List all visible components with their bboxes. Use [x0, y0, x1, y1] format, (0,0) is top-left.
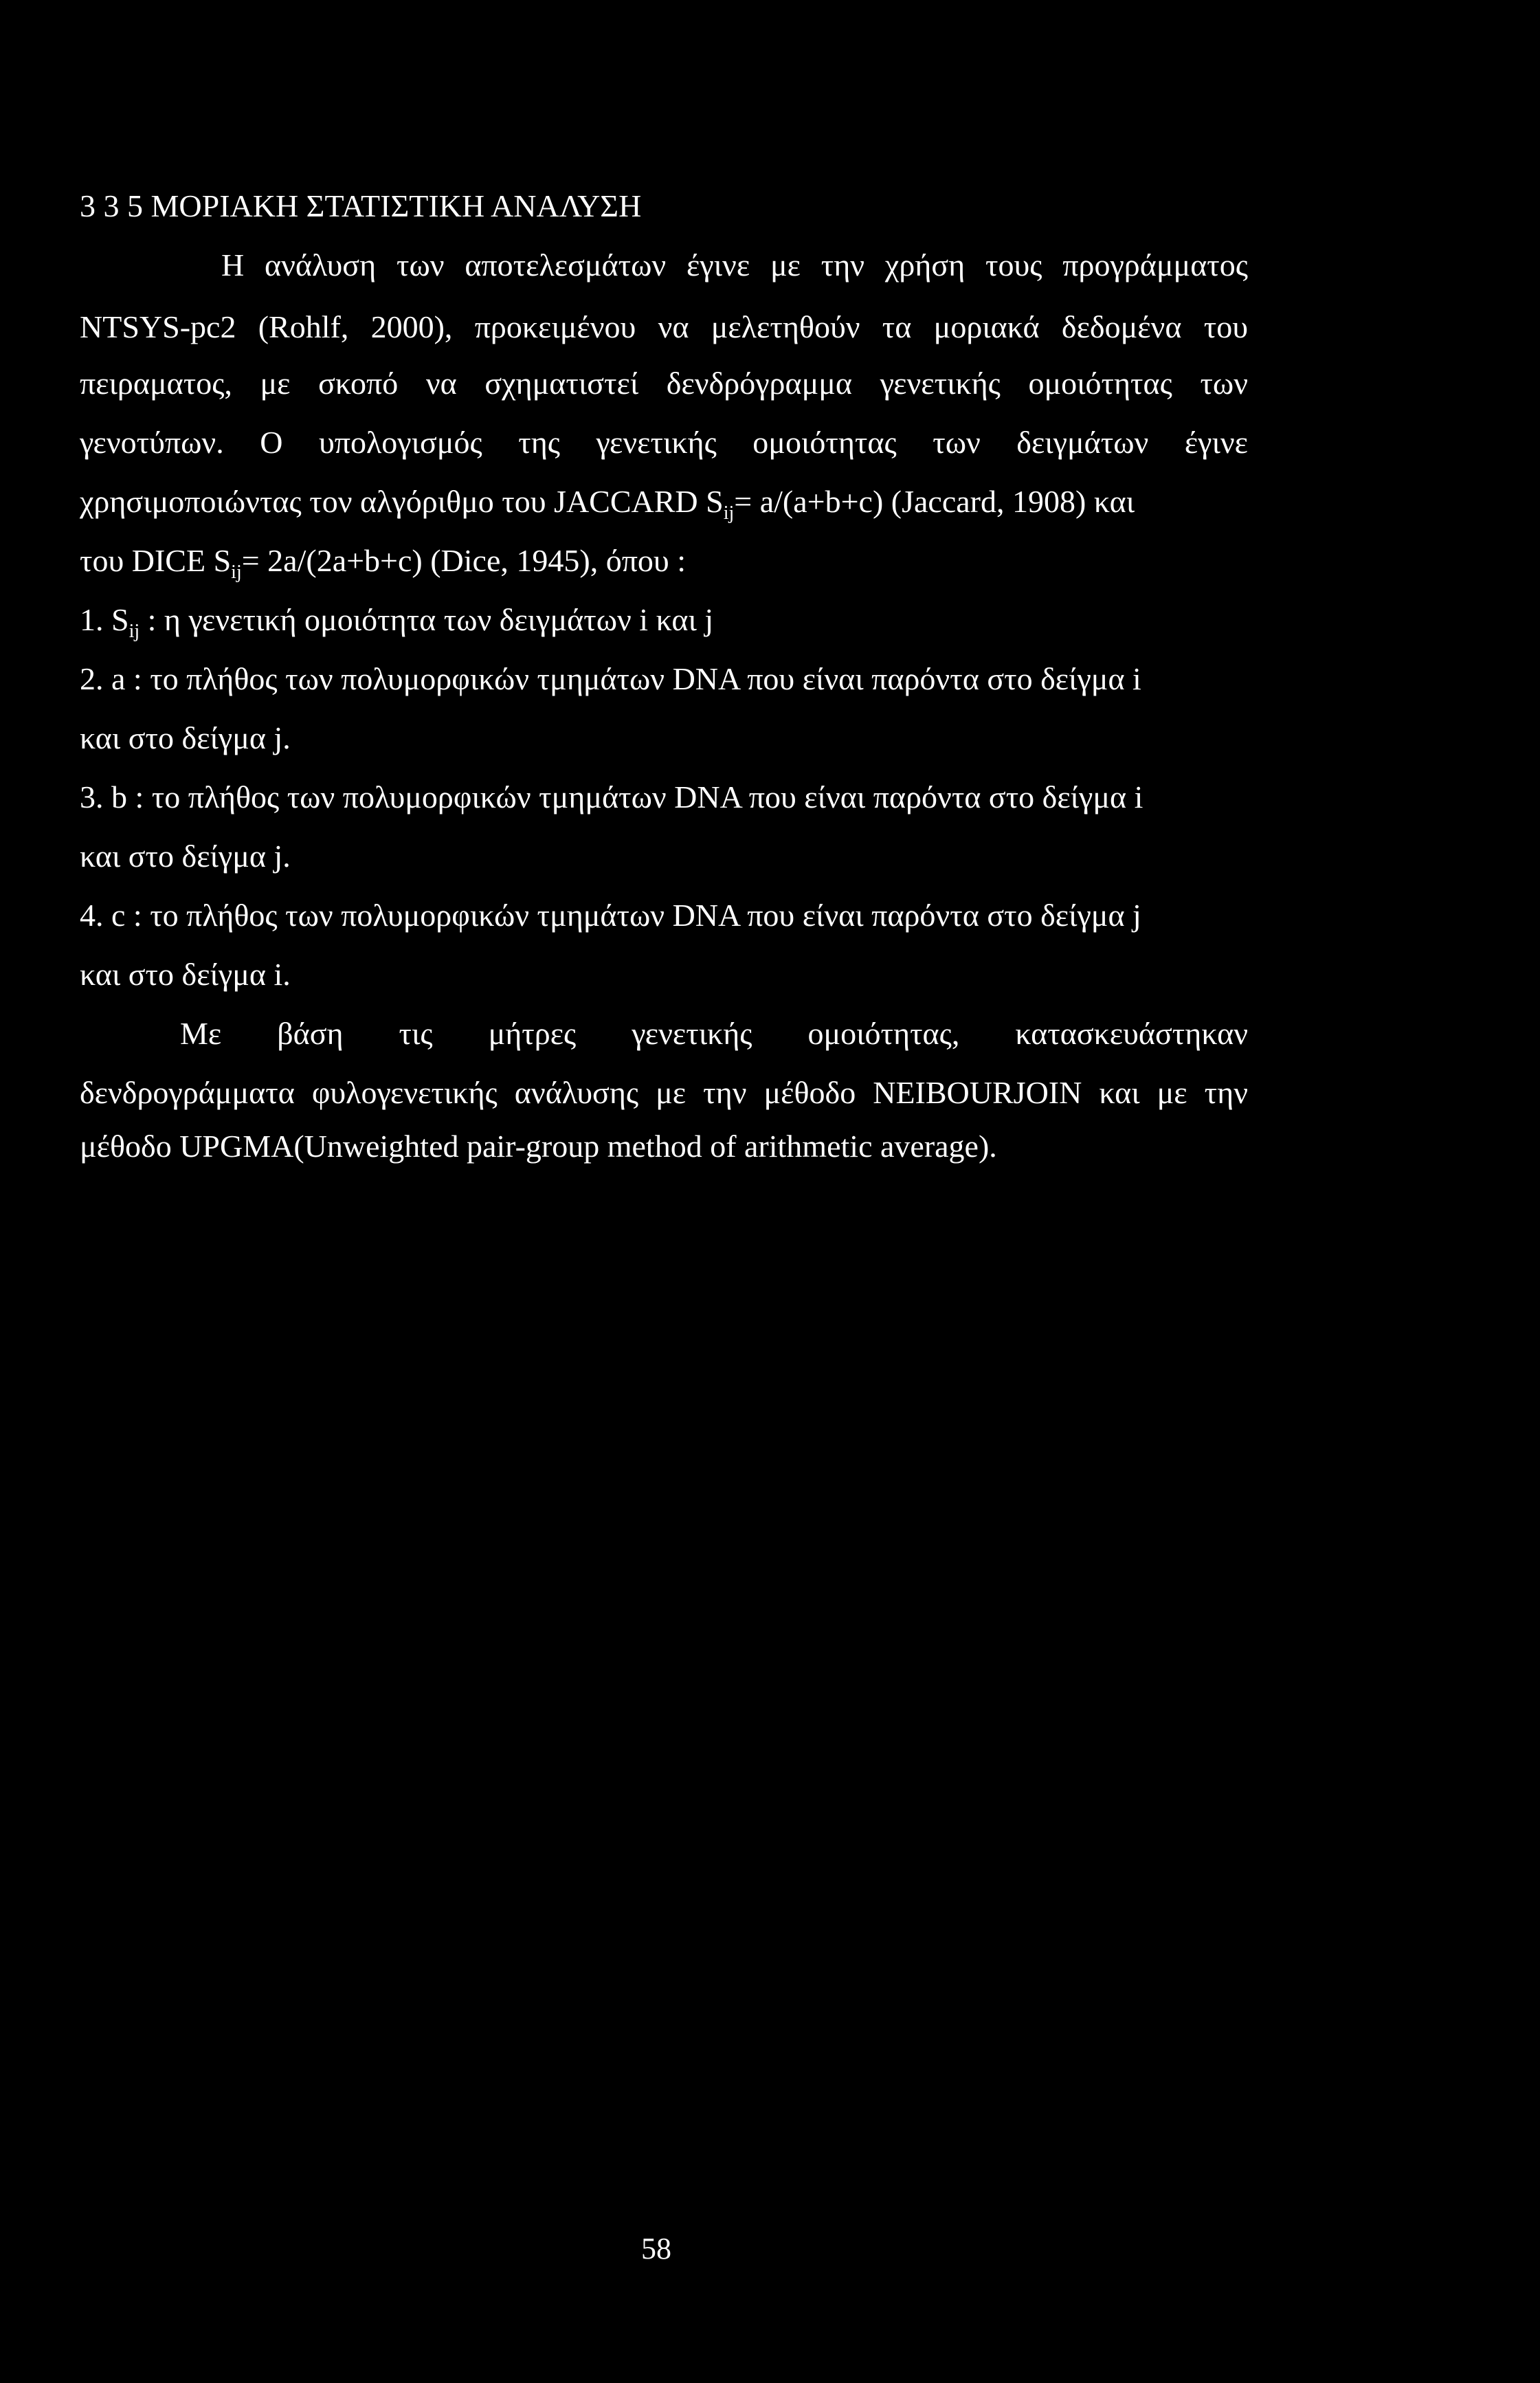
item-1-text: : η γενετική ομοιότητα των δειγμάτων i και j [140, 602, 714, 637]
definition-item-2-line-2: και στο δείγμα j. [80, 720, 291, 755]
jaccard-text: χρησιμοποιώντας τον αλγόριθμο του JACCARD S [80, 484, 724, 519]
item-1-subscript: ij [129, 621, 140, 642]
dice-formula: = 2a/(2a+b+c) (Dice, 1945), όπου : [241, 543, 686, 578]
paragraph-1-line-4: γενοτύπων. Ο υπολογισμός της γενετικής ομοιότητας των δειγμάτων έγινε [80, 425, 1248, 460]
paragraph-1-line-5 [80, 483, 1248, 524]
definition-item-1 [80, 601, 1248, 642]
paragraph-2-line-1: Με βάση τις μήτρες γενετικής ομοιότητας, κατασκευάστηκαν [180, 1016, 1248, 1051]
dice-text: του DICE S [80, 543, 232, 578]
definition-item-3-line-2: και στο δείγμα j. [80, 839, 291, 874]
dice-subscript: ij [231, 562, 242, 583]
jaccard-formula: = a/(a+b+c) (Jaccard, 1908) και [734, 484, 1135, 519]
paragraph-2-line-2: δενδρογράμματα φυλογενετικής ανάλυσης με την μέθοδο NEIBOURJOIN και με την [80, 1075, 1248, 1110]
paragraph-1-line-6 [80, 542, 1248, 583]
definition-item-4-line-2: και στο δείγμα i. [80, 957, 291, 992]
section-heading: 3 3 5 ΜΟΡΙΑΚΗ ΣΤΑΤΙΣΤΙΚΗ ΑΝΑΛΥΣΗ [80, 188, 642, 223]
paragraph-2-line-3: μέθοδο UPGMA(Unweighted pair-group method of arithmetic average). [80, 1129, 997, 1164]
item-1-prefix: 1. S [80, 602, 129, 637]
page-number: 58 [641, 2232, 671, 2265]
definition-item-4-line-1: 4. c : το πλήθος των πολυμορφικών τμημάτων DNA που είναι παρόντα στο δείγμα j [80, 898, 1141, 933]
paragraph-1-line-3: πειραματος, με σκοπό να σχηματιστεί δενδρόγραμμα γενετικής ομοιότητας των [80, 366, 1248, 401]
definition-item-2-line-1: 2. a : το πλήθος των πολυμορφικών τμημάτων DNA που είναι παρόντα στο δείγμα i [80, 661, 1141, 696]
paragraph-1-line-1: Η ανάλυση των αποτελεσμάτων έγινε με την χρήση τους προγράμματος [221, 247, 1248, 282]
paragraph-1-line-2: NTSYS-pc2 (Rohlf, 2000), προκειμένου να μελετηθούν τα μοριακά δεδομένα του [80, 309, 1248, 344]
definition-item-3-line-1: 3. b : το πλήθος των πολυμορφικών τμημάτων DNA που είναι παρόντα στο δείγμα i [80, 779, 1143, 814]
jaccard-subscript: ij [723, 502, 735, 524]
